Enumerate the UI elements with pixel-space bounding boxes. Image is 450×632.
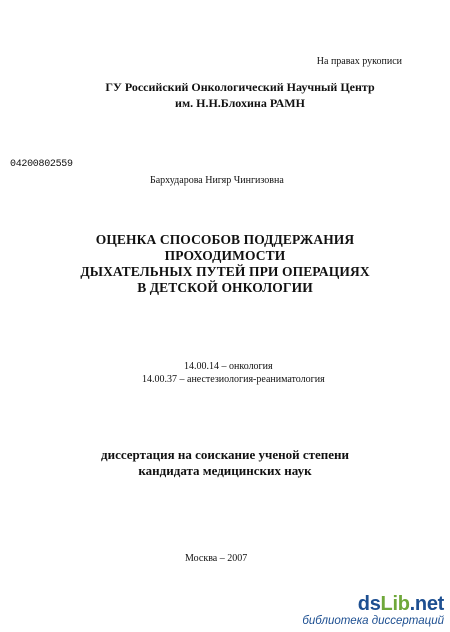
thesis-title-line-2: ПРОХОДИМОСТИ (164, 248, 286, 263)
thesis-title-line-4: В ДЕТСКОЙ ОНКОЛОГИИ (137, 280, 313, 295)
dissertation-purpose-line-1: диссертация на соискание ученой степени (101, 447, 349, 462)
watermark-tagline: библиотека диссертаций (302, 615, 444, 627)
organization-name: ГУ Российский Онкологический Научный Центр (105, 80, 375, 94)
manuscript-rights-note: На правах рукописи (316, 56, 402, 67)
dslib-logo: dsLib.net (357, 593, 444, 615)
city-year: Москва – 2007 (185, 553, 248, 564)
library-stamp-number: 04200802559 (10, 159, 73, 170)
thesis-title-line-3: ДЫХАТЕЛЬНЫХ ПУТЕЙ ПРИ ОПЕРАЦИЯХ (80, 264, 370, 279)
dslib-watermark[interactable] (302, 593, 444, 628)
dissertation-purpose-line-2: кандидата медицинских наук (138, 463, 312, 478)
author-name: Бархударова Нигяр Чингизовна (150, 175, 284, 186)
specialty-oncology: 14.00.14 – онкология (184, 361, 273, 372)
thesis-title-line-1: ОЦЕНКА СПОСОБОВ ПОДДЕРЖАНИЯ (95, 232, 355, 247)
specialty-anesthesiology: 14.00.37 – анестезиология-реаниматология (142, 374, 325, 385)
organization-affiliation: им. Н.Н.Блохина РАМН (175, 96, 305, 110)
